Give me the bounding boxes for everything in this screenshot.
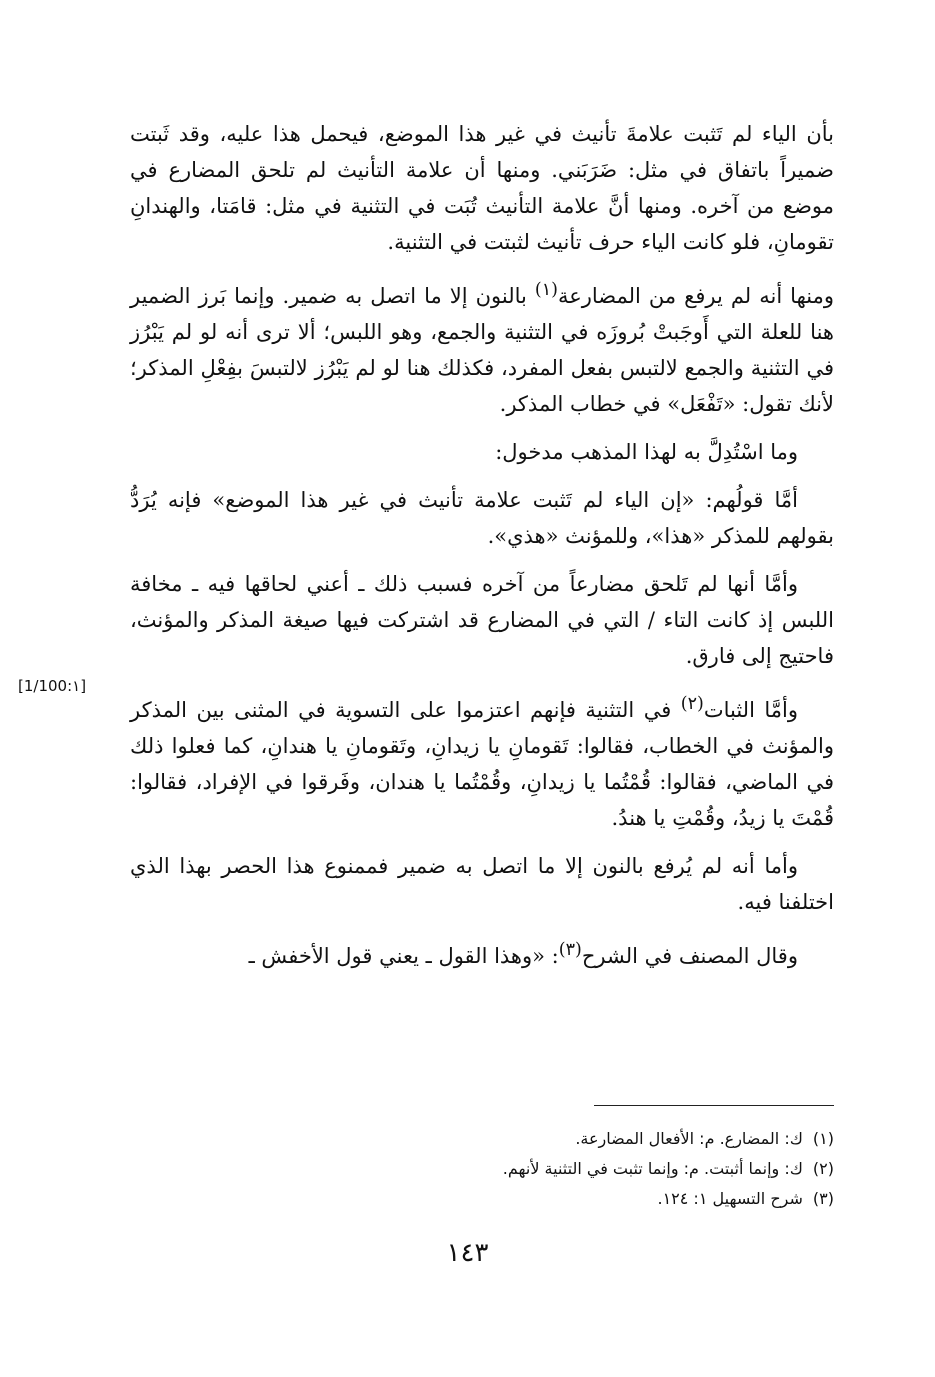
footnote-text: ك: المضارع. م: الأفعال المضارعة.: [575, 1129, 803, 1148]
paragraph-7: وأما أنه لم يُرفع بالنون إلا ما اتصل به ضمير فممنوع هذا الحصر بهذا الذي اختلفنا فيه.: [130, 854, 834, 914]
footnote-ref-3[interactable]: (٣): [558, 940, 582, 960]
paragraph-8: [130, 932, 834, 974]
paragraph-5: وأمَّا أنها لم تَلحق مضارعاً من آخره فسبب ذلك ـ أعني لحاقها فيه ـ مخافة اللبس إذ كانت التاء / التي في المضارع قد اشتركت فيها صيغة المذكر والمؤنث، فاحتيج إلى فارق.: [130, 572, 834, 668]
paragraph-8-part-a: وقال المصنف في الشرح: [581, 944, 798, 968]
paragraph-3: وما اسْتُدِلَّ به لهذا المذهب مدخول:: [495, 440, 798, 464]
paragraph-6: [130, 686, 834, 836]
paragraph-1: بأن الياء لم تَثبت علامةَ تأنيث في غير هذا الموضع، فيحمل هذا عليه، وقد ثَبتت ضميراً باتفاق في مثل: ضَرَبَني. ومنها أن علامة التأنيث لم تلحق المضارع في موضع من آخره. ومنها أنَّ علامة التأنيث تُبَت في التثنية في مثل: قامَتا، والهندانِ تقومانِ، فلو كانت الياء حرف تأنيث لثبتت في التثنية.: [130, 122, 834, 254]
paragraph-6-part-b: في التثنية فإنهم اعتزموا على التسوية في المثنى بين المذكر والمؤنث في الخطاب، فقالوا: تَقومانِ يا زيدانِ، وتَقومانِ يا هندانِ، كما فعلوا ذلك في الماضي، فقالوا: قُمْتُما يا زيدانِ، وقُمْتُما يا هندان، وفَرقوا في الإفراد، فقالوا: قُمْتَ يا زيدُ، وقُمْتِ يا هندُ.: [130, 698, 834, 830]
footnote-ref-2[interactable]: (٢): [680, 694, 704, 714]
footnote-number: (٣): [812, 1189, 834, 1208]
footnote-ref-1[interactable]: (١): [534, 280, 558, 300]
manuscript-folio-marker: [1/100:١]: [18, 677, 87, 695]
main-text: [130, 116, 834, 986]
footnote-text: شرح التسهيل ١: ١٢٤.: [657, 1189, 803, 1208]
paragraph-2-part-a: ومنها أنه لم يرفع من المضارعة: [557, 284, 834, 308]
footnote-number: (٢): [812, 1159, 834, 1178]
footnotes: [330, 1124, 834, 1214]
footnote-1: [330, 1124, 834, 1154]
footnote-number: (١): [812, 1129, 834, 1148]
paragraph-8-part-b: : «وهذا القول ـ يعني قول الأخفش ـ: [248, 944, 559, 968]
paragraph-2-part-b: بالنون إلا ما اتصل به ضمير. وإنما بَرز الضمير هنا للعلة التي أَوجَبتْ بُروزَه في التثنية والجمع، وهو اللبس؛ ألا ترى أنه لو لم يَبْرُز في التثنية والجمع لالتبس بفعل المفرد، فكذلك هنا لو لم يَبْرُز لالتبسَ بفِعْلِ المذكر؛ لأنك تقول: «تَفْعَل» في خطاب المذكر.: [130, 284, 834, 416]
paragraph-6-part-a: وأمَّا الثبات: [703, 698, 798, 722]
footnote-divider: [594, 1105, 834, 1106]
paragraph-4: أمَّا قولُهم: «إن الياء لم تَثبت علامة تأنيث في غير هذا الموضع» فإنه يُرَدُّ بقولهم للمذكر «هذا»، وللمؤنث «هذي».: [130, 488, 834, 548]
paragraph-2: [130, 272, 834, 422]
footnote-2: [330, 1154, 834, 1184]
page-number: ١٤٣: [446, 1238, 489, 1268]
footnote-3: [330, 1184, 834, 1214]
footnote-text: ك: وإنما أثبتت. م: وإنما تثبت في التثنية لأنهم.: [502, 1159, 803, 1178]
